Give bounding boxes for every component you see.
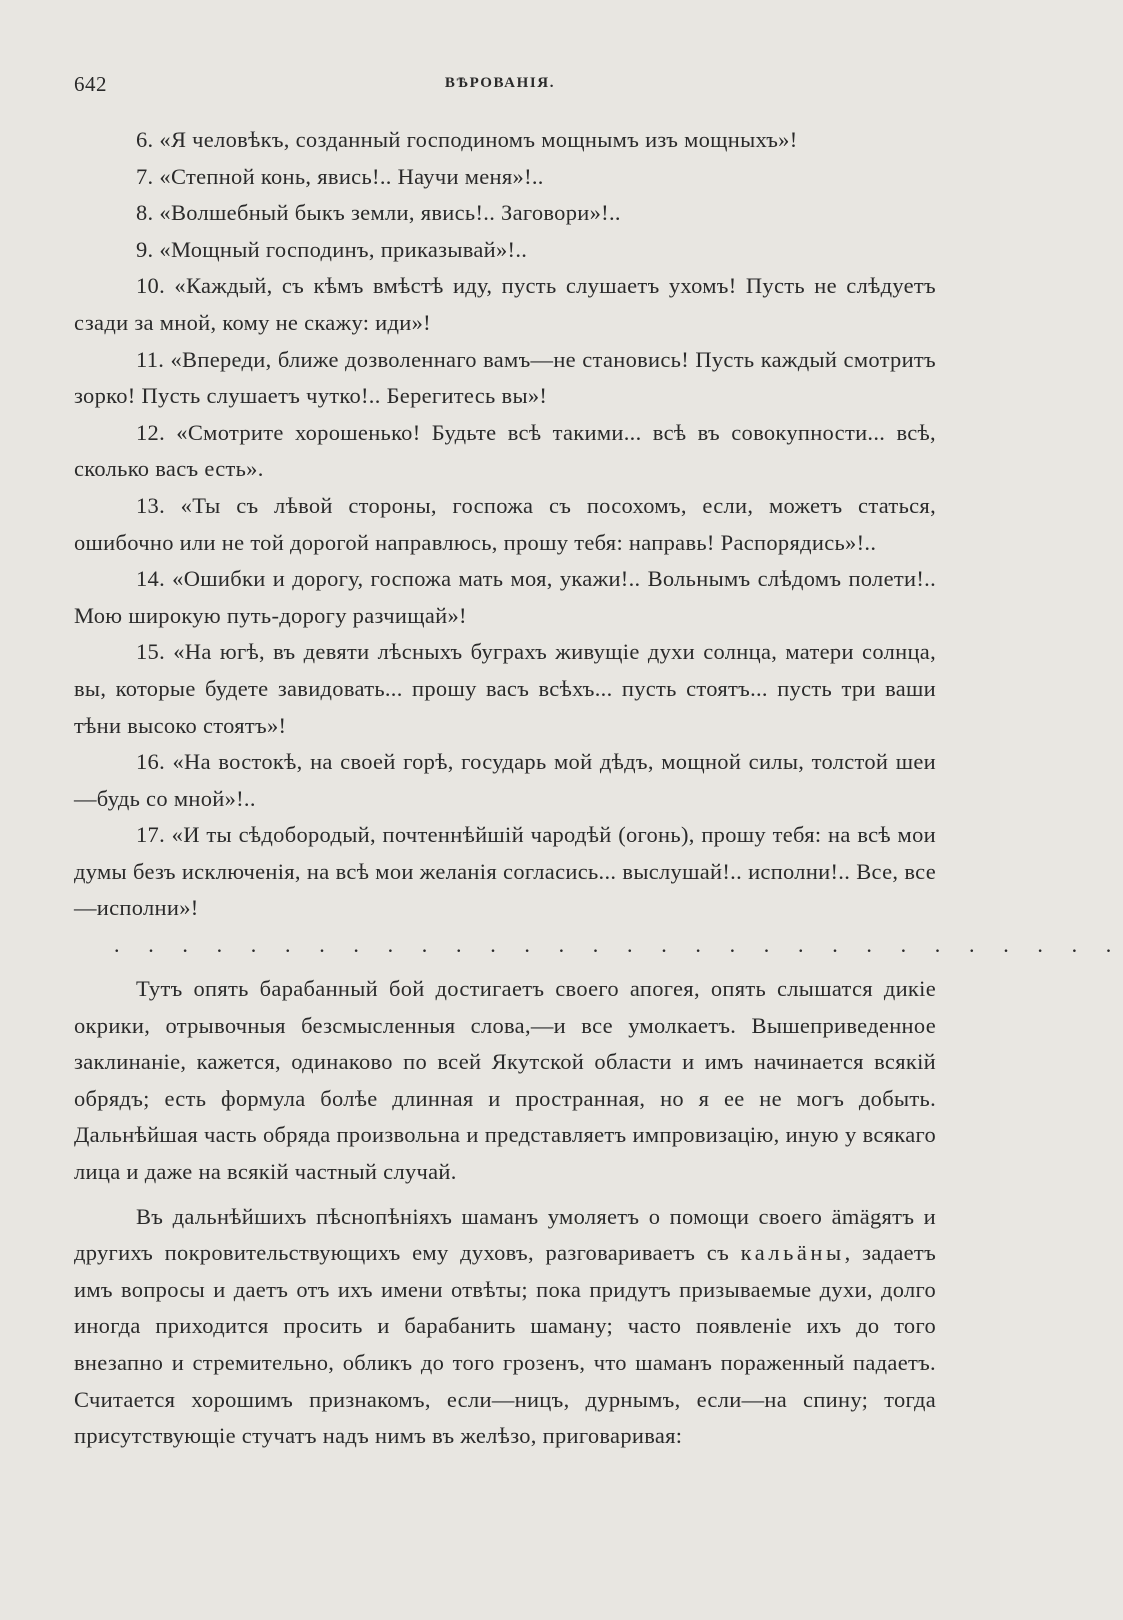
running-title: ВѢРОВАНІЯ. [444, 75, 556, 91]
prose-paragraph-1: Тутъ опять барабанный бой достигаетъ своего апогея, опять слышатся дикіе окрики, отрывочныя безсмысленныя слова,—и все умолкаетъ. Вышеприведенное заклинаніе, кажется, одинаково по всей Якутской области и имъ начинается всякій обрядъ; есть формула болѣе длинная и пространная, но я ее не могъ добыть. Дальнѣйшая часть обряда произвольна и представляетъ импровизацію, иную у всякаго лица и даже на всякій частный случай. [74, 976, 936, 1185]
page-body [74, 122, 1123, 1455]
incantation-line-12: 12. «Смотрите хорошенько! Будьте всѣ такими... всѣ въ совокупности... всѣ, сколько васъ есть». [74, 419, 936, 482]
page-header [74, 72, 926, 102]
incantation-line-15: 15. «На югѣ, въ девяти лѣсныхъ буграхъ живущіе духи солнца, матери солнца, вы, которые будете завидовать... прошу васъ всѣхъ... пусть стоятъ... пусть три ваши тѣни высоко стоятъ»! [74, 639, 936, 738]
incantation-line-14: 14. «Ошибки и дорогу, госпожа мать моя, укажи!.. Вольнымъ слѣдомъ полети!.. Мою широкую путь-дорогу разчищай»! [74, 566, 936, 628]
incantation-line-8: 8. «Волшебный быкъ земли, явись!.. Заговори»!.. [136, 200, 621, 226]
incantation-line-7: 7. «Степной конь, явись!.. Научи меня»!.. [136, 163, 544, 189]
prose-paragraph-2 [74, 1199, 936, 1455]
prose-p2-part-c: и другихъ покровительствующихъ ему духовъ, разговариваетъ съ [74, 1203, 936, 1266]
prose-p2-part-a: Въ дальнѣйшихъ пѣснопѣніяхъ шаманъ умоляетъ о помощи своего [136, 1203, 832, 1229]
incantation-line-17: 17. «И ты сѣдобородый, почтеннѣйшій чародѣй (огонь), прошу тебя: на всѣ мои думы безъ исключенія, на всѣ мои желанія согласись... выслушай!.. исполни!.. Все, все—исполни»! [74, 822, 936, 921]
incantation-line-6: 6. «Я человѣкъ, созданный господиномъ мощнымъ изъ мощныхъ»! [136, 127, 798, 152]
incantation-line-9: 9. «Мощный господинъ, приказывай»!.. [136, 236, 528, 262]
incantation-line-11: 11. «Впереди, ближе дозволеннаго вамъ—не становись! Пусть каждый смотритъ зорко! Пусть слушаетъ чутко!.. Берегитесь вы»! [74, 346, 936, 409]
prose-p2-part-e: , задаетъ имъ вопросы и даетъ отъ ихъ имени отвѣты; пока придутъ призываемые духи, долго иногда приходится просить и барабанить шаману; часто появленіе ихъ до того внезапно и стремительно, обликъ до того грозенъ, что шаманъ пораженный падаетъ. Считается хорошимъ признакомъ, если—ницъ, дурнымъ, если—на спину; тогда присутствующіе стучатъ надъ нимъ въ желѣзо, приговаривая: [74, 1240, 936, 1449]
term-amagyat: ämägятъ [831, 1203, 915, 1229]
spacer [74, 963, 936, 971]
term-kalany: кальäны [740, 1240, 845, 1266]
incantation-line-10: 10. «Каждый, съ кѣмъ вмѣстѣ иду, пусть слушаетъ ухомъ! Пусть не слѣдуетъ сзади за мной, кому не скажу: иди»! [74, 273, 936, 335]
spacer [74, 1191, 936, 1199]
section-separator: . . . . . . . . . . . . . . . . . . . . . . . . . . . . . . [114, 932, 1123, 958]
incantation-line-16: 16. «На востокѣ, на своей горѣ, государь мой дѣдъ, мощной силы, толстой шеи—будь со мной»!.. [74, 749, 936, 811]
page-number: 642 [74, 72, 107, 96]
incantation-line-13: 13. «Ты съ лѣвой стороны, госпожа съ посохомъ, если, можетъ статься, ошибочно или не той дорогой направлюсь, прошу тебя: направь! Распорядись»!.. [74, 492, 936, 555]
